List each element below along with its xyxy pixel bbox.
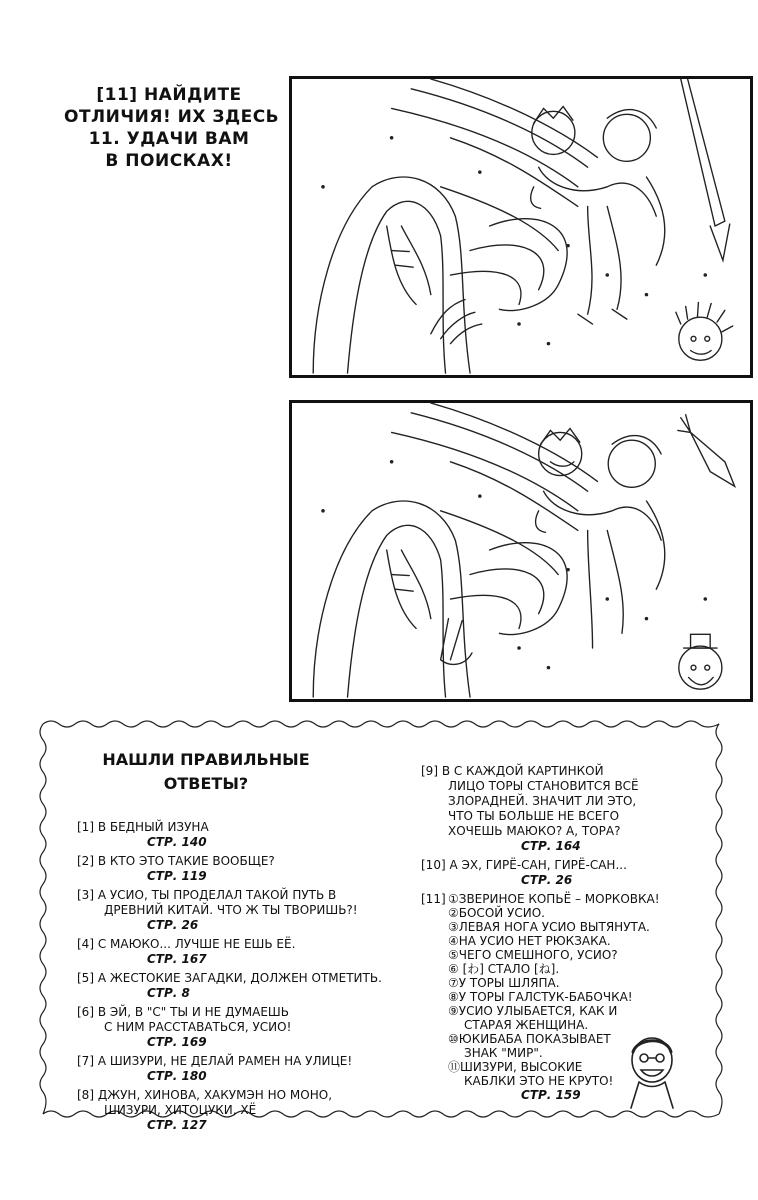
answer-11-sub: ④НА УСИО НЕТ РЮКЗАКА.: [448, 934, 611, 948]
answer-11-sub: ⑪ШИЗУРИ, ВЫСОКИЕ: [448, 1060, 583, 1074]
answer-11-sub: КАБЛКИ ЭТО НЕ КРУТО!: [464, 1074, 614, 1088]
answer-11-sub: ③ЛЕВАЯ НОГА УСИО ВЫТЯНУТА.: [448, 920, 650, 934]
answer-page: СТР. 26: [147, 918, 199, 932]
answer-line: ХОЧЕШЬ МАЮКО? А, ТОРА?: [448, 824, 621, 838]
answer-line: [9] В С КАЖДОЙ КАРТИНКОЙ: [421, 764, 604, 778]
answers-title: [81, 748, 331, 796]
answer-line: [2] В КТО ЭТО ТАКИЕ ВООБЩЕ?: [77, 854, 275, 868]
answer-line: [8] ДЖУН, ХИНОВА, ХАКУМЭН НО МОНО,: [77, 1088, 333, 1102]
answer-line: С НИМ РАССТАВАТЬСЯ, УСИО!: [104, 1020, 292, 1034]
answer-entry: [421, 858, 721, 888]
answer-11-sub: ⑧У ТОРЫ ГАЛСТУК-БАБОЧКА!: [448, 990, 633, 1004]
answer-line: [4] С МАЮКО... ЛУЧШЕ НЕ ЕШЬ ЕЁ.: [77, 937, 296, 951]
answer-page: СТР. 164: [521, 839, 581, 853]
answer-page: СТР. 8: [147, 986, 190, 1000]
answer-entry: [77, 1005, 422, 1050]
answer-line: ШИЗУРИ, ХИТОЦУКИ, ХЁ: [104, 1103, 257, 1117]
answer-line: [3] А УСИО, ТЫ ПРОДЕЛАЛ ТАКОЙ ПУТЬ В: [77, 888, 337, 902]
answer-page: СТР. 119: [147, 869, 207, 883]
answer-11-sub: ЗНАК "МИР".: [464, 1046, 543, 1060]
answer-entry: [77, 888, 422, 933]
answer-11-sub: СТАРАЯ ЖЕНЩИНА.: [464, 1018, 589, 1032]
answer-11-sub: ⑨УСИО УЛЫБАЕТСЯ, КАК И: [448, 1004, 618, 1018]
answer-entry: [77, 854, 422, 884]
answer-11-sub: ①ЗВЕРИНОЕ КОПЬЁ – МОРКОВКА!: [448, 892, 660, 906]
answer-line: ДРЕВНИЙ КИТАЙ. ЧТО Ж ТЫ ТВОРИШЬ?!: [104, 903, 358, 917]
answer-page: СТР. 180: [147, 1069, 207, 1083]
answer-11-sub: ⑦У ТОРЫ ШЛЯПА.: [448, 976, 560, 990]
answer-page: СТР. 140: [147, 835, 207, 849]
answer-line: ЧТО ТЫ БОЛЬШЕ НЕ ВСЕГО: [448, 809, 620, 823]
manga-panel-illustration-icon: [292, 79, 750, 375]
manga-panel-modified: [289, 400, 753, 702]
answer-11-sub: ⑥ [わ] СТАЛО [ね].: [448, 962, 560, 976]
answer-11-sub: ⑤ЧЕГО СМЕШНОГО, УСИО?: [448, 948, 618, 962]
intro-line: 11. УДАЧИ ВАМ: [88, 129, 250, 149]
answer-11-sub: ②БОСОЙ УСИО.: [448, 906, 545, 920]
manga-panel-original: [289, 76, 753, 378]
answer-line: [1] В БЕДНЫЙ ИЗУНА: [77, 820, 209, 834]
answer-page: СТР. 169: [147, 1035, 207, 1049]
answer-line: ЗЛОРАДНЕЙ. ЗНАЧИТ ЛИ ЭТО,: [448, 794, 637, 808]
answer-page: СТР. 26: [521, 873, 573, 887]
answer-page: СТР. 159: [521, 1088, 581, 1102]
answers-box: [37, 718, 725, 1132]
answer-entry: [77, 971, 422, 1001]
answer-line: [10] А ЭХ, ГИРЁ-САН, ГИРЁ-САН...: [421, 858, 627, 872]
answer-line: [7] А ШИЗУРИ, НЕ ДЕЛАЙ РАМЕН НА УЛИЦЕ!: [77, 1054, 353, 1068]
answer-page: СТР. 167: [147, 952, 207, 966]
answers-title-line: ОТВЕТЫ?: [163, 774, 249, 793]
grinning-mascot-icon: [617, 1030, 687, 1110]
answer-line: [5] А ЖЕСТОКИЕ ЗАГАДКИ, ДОЛЖЕН ОТМЕТИТЬ.: [77, 971, 382, 985]
answer-line: [6] В ЭЙ, В "С" ТЫ И НЕ ДУМАЕШЬ: [77, 1005, 289, 1019]
answer-page: СТР. 127: [147, 1118, 207, 1132]
intro-line: ОТЛИЧИЯ! ИХ ЗДЕСЬ: [64, 107, 280, 127]
answer-11-label: [11]: [421, 892, 446, 906]
manga-panel-illustration-icon: [292, 403, 750, 699]
answer-entry: [77, 937, 422, 967]
answers-left-column: [77, 820, 422, 1137]
answer-entry: [77, 820, 422, 850]
answers-title-line: НАШЛИ ПРАВИЛЬНЫЕ: [102, 750, 310, 769]
answer-entry: [421, 764, 721, 854]
answer-entry: [77, 1054, 422, 1084]
intro-line: В ПОИСКАХ!: [105, 151, 233, 171]
intro-line: [11] НАЙДИТЕ: [96, 85, 242, 105]
answer-11-sub: ⑩ЮКИБАБА ПОКАЗЫВАЕТ: [448, 1032, 611, 1046]
intro-text: [64, 84, 280, 172]
answer-line: ЛИЦО ТОРЫ СТАНОВИТСЯ ВСЁ: [448, 779, 639, 793]
answer-entry: [77, 1088, 422, 1133]
